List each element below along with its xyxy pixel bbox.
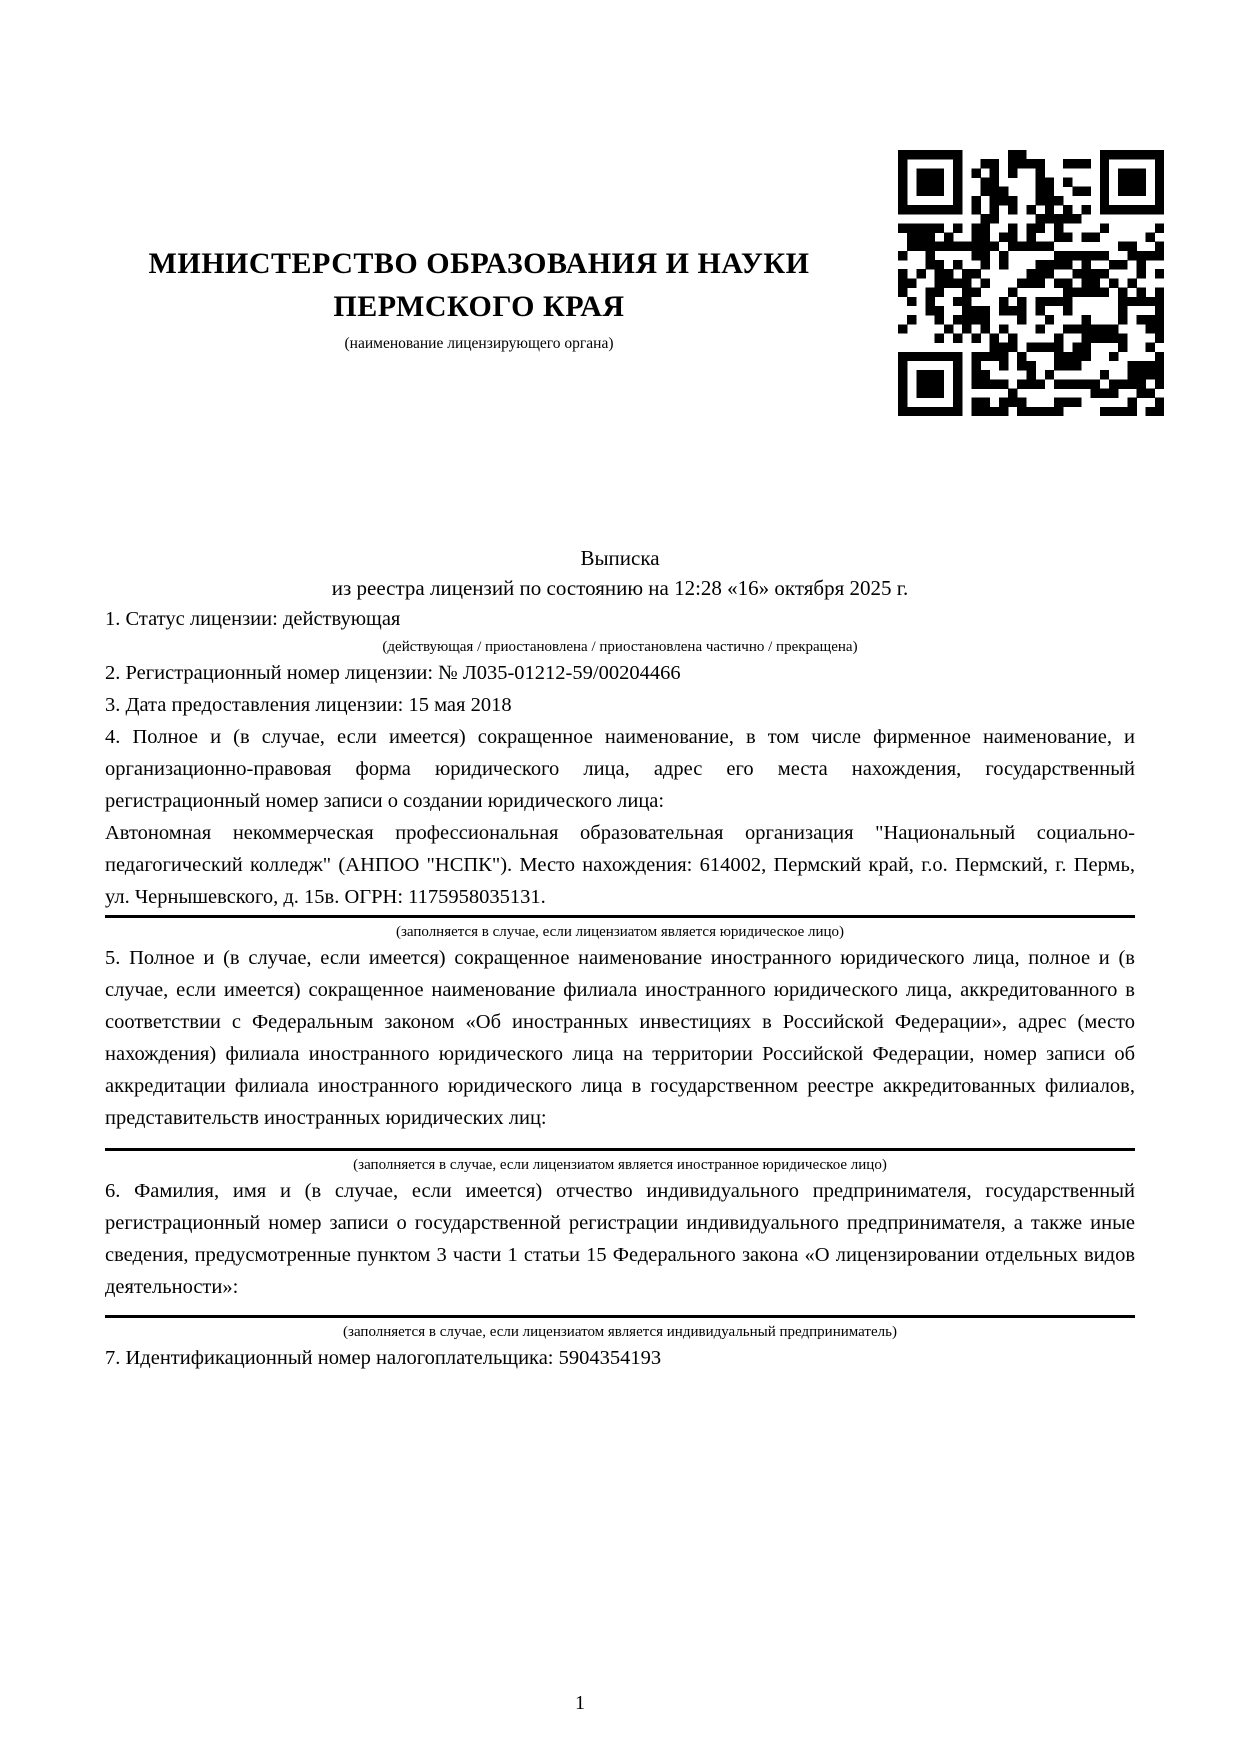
- document-title: [105, 543, 1135, 603]
- item-6-entrepreneur-heading: 6. Фамилия, имя и (в случае, если имеется) отчество индивидуального предпринимателя, государственный регистрационный номер записи о государственной регистрации индивидуального предпринимателя, а также иные сведения, предусмотренные пунктом 3 части 1 статьи 15 Федерального закона «О лицензировании отдельных видов деятельности»:: [105, 1180, 1135, 1298]
- item-5-fill-line: [105, 1148, 1135, 1151]
- qr-code-icon: [898, 150, 1164, 416]
- item-1-status-options-note: (действующая / приостановлена / приостановлена частично / прекращена): [382, 639, 858, 655]
- item-5-foreign-entity-heading: 5. Полное и (в случае, если имеется) сокращенное наименование иностранного юридического лица, полное и (в случае, если имеется) сокращенное наименование филиала иностранного юридического лица, аккредитованного в соответствии с Федеральным законом «Об иностранных инвестициях в Российской Федерации», адрес (место нахождения) филиала иностранного юридического лица на территории Российской Федерации, номер записи об аккредитации филиала иностранного юридического лица в государственном реестре аккредитованных филиалов, представительств иностранных юридических лиц:: [105, 947, 1135, 1129]
- item-5-foreign-entity-note: (заполняется в случае, если лицензиатом является иностранное юридическое лицо): [353, 1157, 887, 1173]
- item-6-entrepreneur-note: (заполняется в случае, если лицензиатом является индивидуальный предприниматель): [343, 1324, 897, 1340]
- licensing-authority-name: [105, 242, 853, 328]
- document-title-line2: из реестра лицензий по состоянию на 12:28 «16» октября 2025 г.: [331, 576, 909, 600]
- authority-caption: (наименование лицензирующего органа): [344, 335, 614, 352]
- item-4-legal-entity-note: (заполняется в случае, если лицензиатом является юридическое лицо): [395, 924, 845, 940]
- document-header: [105, 242, 853, 353]
- authority-name-line2: ПЕРМСКОГО КРАЯ: [333, 290, 625, 323]
- item-4-legal-entity-heading: 4. Полное и (в случае, если имеется) сокращенное наименование, в том числе фирменное наименование, и организационно-правовая форма юридического лица, адрес его места нахождения, государственный регистрационный номер записи о создании юридического лица:: [105, 726, 1135, 812]
- authority-name-line1: МИНИСТЕРСТВО ОБРАЗОВАНИЯ И НАУКИ: [148, 247, 810, 280]
- item-4-fill-line: [105, 915, 1135, 918]
- item-7-taxpayer-id: 7. Идентификационный номер налогоплательщика: 5904354193: [105, 1347, 662, 1369]
- item-3-grant-date: 3. Дата предоставления лицензии: 15 мая 2018: [105, 694, 512, 716]
- item-6-fill-line: [105, 1315, 1135, 1318]
- item-2-registration-number: 2. Регистрационный номер лицензии: № Л035-01212-59/00204466: [105, 662, 681, 684]
- item-1-license-status: 1. Статус лицензии: действующая: [105, 608, 401, 630]
- document-body: [105, 543, 1135, 1374]
- page-number: 1: [575, 1692, 585, 1714]
- document-title-line1: Выписка: [580, 546, 660, 570]
- item-4-legal-entity-value: Автономная некоммерческая профессиональная образовательная организация "Национальный социально-педагогический колледж" (АНПОО "НСПК"). Место нахождения: 614002, Пермский край, г.о. Пермский, г. Пермь, ул. Чернышевского, д. 15в. ОГРН: 1175958035131.: [105, 822, 1135, 908]
